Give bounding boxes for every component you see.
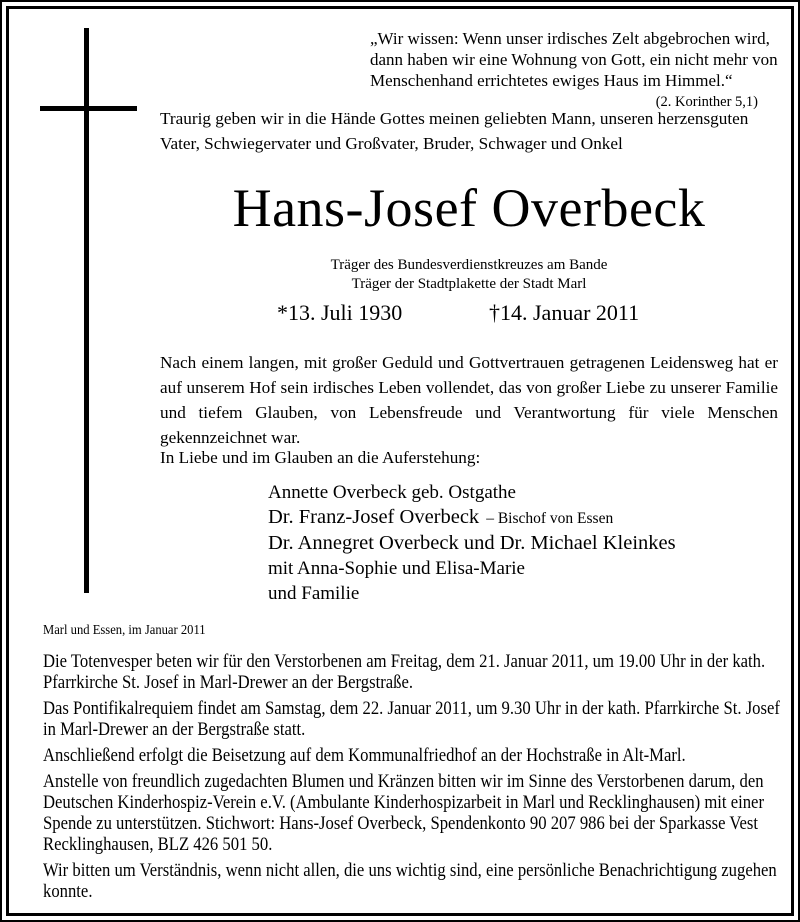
mourner-line: Dr. Annegret Overbeck und Dr. Michael Kleinkes [268, 532, 676, 554]
intro-text: Traurig geben wir in die Hände Gottes meinen geliebten Mann, unseren herzensguten Vater, Schwiegervater und Großvater, Bruder, Schwager und Onkel [160, 109, 749, 153]
notice-vesper: Die Totenvesper beten wir für den Verstorbenen am Freitag, dem 21. Januar 2011, um 19.00 Uhr in der kath. Pfarrkirche St. Josef in Marl-Drewer an der Bergstraße. [43, 652, 766, 693]
honors-list [160, 256, 778, 293]
cross-horizontal-bar [40, 106, 137, 111]
quote-citation: (2. Korinther 5,1) [655, 94, 758, 110]
mourner-line: mit Anna-Sophie und Elisa-Marie [268, 558, 525, 579]
deceased-name: Hans-Josef Overbeck [232, 178, 706, 238]
notice-apology: Wir bitten um Verständnis, wenn nicht allen, die uns wichtig sind, eine persönliche Benachrichtigung zugehen konnte. [43, 861, 777, 902]
place-dateline: Marl und Essen, im Januar 2011 [43, 623, 206, 638]
eulogy-text: Nach einem langen, mit großer Geduld und Gottvertrauen getragenen Leidensweg hat er auf unserem Hof sein irdisches Leben vollendet, das von großer Liebe zu unserer Familie und tiefem Glauben, von Lebensfreude und Verantwortung für viele Menschen gekennzeichnet war. [160, 353, 778, 447]
notice-requiem: Das Pontifikalrequiem findet am Samstag, dem 22. Januar 2011, um 9.30 Uhr in der kath. Pfarrkirche St. Josef in Marl-Drewer an der Bergstraße statt. [43, 699, 780, 740]
mourner-name: Dr. Franz-Josef Overbeck [268, 506, 480, 528]
bible-quote [370, 28, 778, 113]
death-date: †14. Januar 2011 [489, 300, 640, 325]
birth-date: *13. Juli 1930 [277, 300, 403, 325]
cross-vertical-bar [84, 28, 89, 593]
mourner-line [268, 505, 676, 531]
mourner-line: und Familie [268, 583, 360, 604]
honor-line: Träger des Bundesverdienstkreuzes am Bande [330, 257, 608, 273]
faith-line: In Liebe und im Glauben an die Auferstehung: [160, 448, 481, 467]
mourner-line: Annette Overbeck geb. Ostgathe [268, 482, 516, 503]
notice-donations: Anstelle von freundlich zugedachten Blumen und Kränzen bitten wir im Sinne des Verstorbenen darum, den Deutschen Kinderhospiz-Verein e.V. (Ambulante Kinderhospizarbeit in Marl und Recklinghausen) mit einer Spende zu unterstützen. Stichwort: Hans-Josef Overbeck, Spendenkonto 90 207 986 bei der Sparkasse Vest Recklinghausen, BLZ 426 501 50. [43, 772, 764, 855]
quote-line: dann haben wir eine Wohnung von Gott, ein nicht mehr von [370, 50, 778, 69]
quote-line: Menschenhand errichtetes ewiges Haus im Himmel.“ [370, 71, 733, 90]
funeral-announcements [43, 622, 788, 908]
honor-line: Träger der Stadtplakette der Stadt Marl [351, 275, 587, 292]
notice-burial: Anschließend erfolgt die Beisetzung auf dem Kommunalfriedhof an der Hochstraße in Alt-Marl. [43, 746, 686, 766]
quote-line: „Wir wissen: Wenn unser irdisches Zelt abgebrochen wird, [370, 29, 770, 48]
mourners-list [268, 480, 676, 606]
mourner-title: – Bischof von Essen [486, 510, 614, 527]
